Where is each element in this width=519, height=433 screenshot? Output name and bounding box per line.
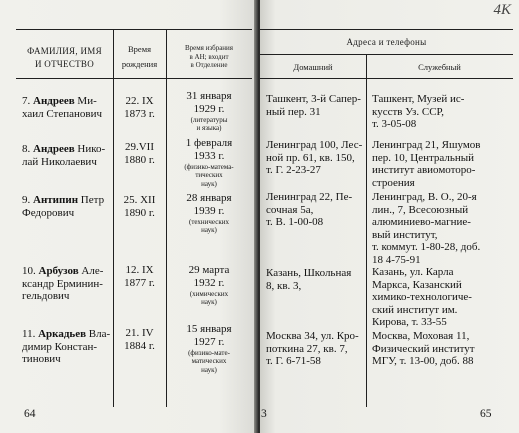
header-bottom-rule: [260, 78, 513, 79]
member-name: 10. Арбузов Але- ксандр Ерминин- гельдович: [22, 265, 104, 302]
birth-date: 22. IX 1873 г.: [124, 95, 155, 120]
work-address: Казань, ул. Карла Маркса, Казанский химико-технологиче- ский институт им. Кирова, т. 33-55: [372, 266, 472, 328]
election-department: (физико-матема- тических наук): [184, 163, 234, 188]
left-page: [0, 0, 258, 433]
work-address: Ленинград 21, Яшумов пер. 10, Центральный институт авиомоторо- строения: [372, 139, 481, 189]
table-top-rule: [260, 29, 513, 30]
member-name: 9. Антипин Петр Федорович: [22, 194, 105, 219]
header-home: Домашний: [293, 62, 333, 72]
home-address: Москва 34, ул. Кро- поткина 27, кв. 7, т. Г. 6-71-58: [266, 330, 359, 367]
header-group-rule: [260, 54, 513, 55]
work-address: Ташкент, Музей ис- кусств Уз. ССР, т. 3-05-08: [372, 93, 465, 130]
election-department: (технических наук): [189, 218, 229, 235]
election-department: (химических наук): [189, 290, 229, 307]
election-date: 31 января 1929 г.: [186, 90, 232, 115]
election-date: 28 января 1939 г.: [186, 192, 232, 217]
member-name: 7. Андреев Ми- хаил Степанович: [22, 95, 103, 120]
election-date: 15 января 1927 г.: [186, 323, 232, 348]
table-top-rule: [16, 29, 252, 30]
birth-date: 25. XII 1890 г.: [123, 194, 156, 219]
work-address: Ленинград, В. О., 20-я лин., 7, Всесоюзный алюминиево-магние- вый институт, т. коммут. 1-80-28, доб. 18 4-75-91: [372, 191, 481, 266]
home-address: Ленинград 100, Лес- ной пр. 61, кв. 150, т. Г. 2-23-27: [266, 139, 363, 176]
member-name: 11. Аркадьев Вла- димир Констан- тинович: [22, 328, 111, 365]
work-address: Москва, Моховая 11, Физический институт МГУ, т. 13-00, доб. 88: [372, 330, 475, 367]
corner-annotation: 4К: [493, 2, 511, 18]
birth-date: 29.VII 1880 г.: [124, 141, 155, 166]
member-name: 8. Андреев Нико- лай Николаевич: [22, 143, 106, 168]
election-date: 1 февраля 1933 г.: [185, 137, 233, 162]
home-address: Ташкент, 3-й Сапер- ный пер. 31: [266, 93, 361, 118]
header-name: ФАМИЛИЯ, ИМЯ И ОТЧЕСТВО: [27, 46, 102, 69]
header-work: Служебный: [418, 62, 461, 72]
header-elected: Время избрания в АН; входит в Отделение: [184, 44, 234, 69]
election-department: (физико-мате- матических наук): [188, 349, 230, 374]
home-address: Ленинград 22, Пе- сочная 5а, т. В. 1-00-08: [266, 191, 353, 228]
page-number-right: 65: [480, 408, 492, 420]
header-bottom-rule: [16, 78, 252, 79]
header-addresses: Адреса и телефоны: [346, 37, 427, 47]
birth-date: 21. IV 1884 г.: [124, 327, 155, 352]
header-birth: Время рождения: [121, 44, 158, 69]
home-address: Казань, Школьная 8, кв. 3,: [266, 267, 352, 292]
birth-date: 12. IX 1877 г.: [124, 264, 155, 289]
right-page: [260, 0, 519, 433]
gutter-mark: 3: [261, 408, 267, 420]
election-department: (литературы и языка): [190, 116, 228, 133]
page-number-left: 64: [24, 408, 36, 420]
election-date: 29 марта 1932 г.: [188, 264, 230, 289]
column-divider: [366, 54, 367, 407]
